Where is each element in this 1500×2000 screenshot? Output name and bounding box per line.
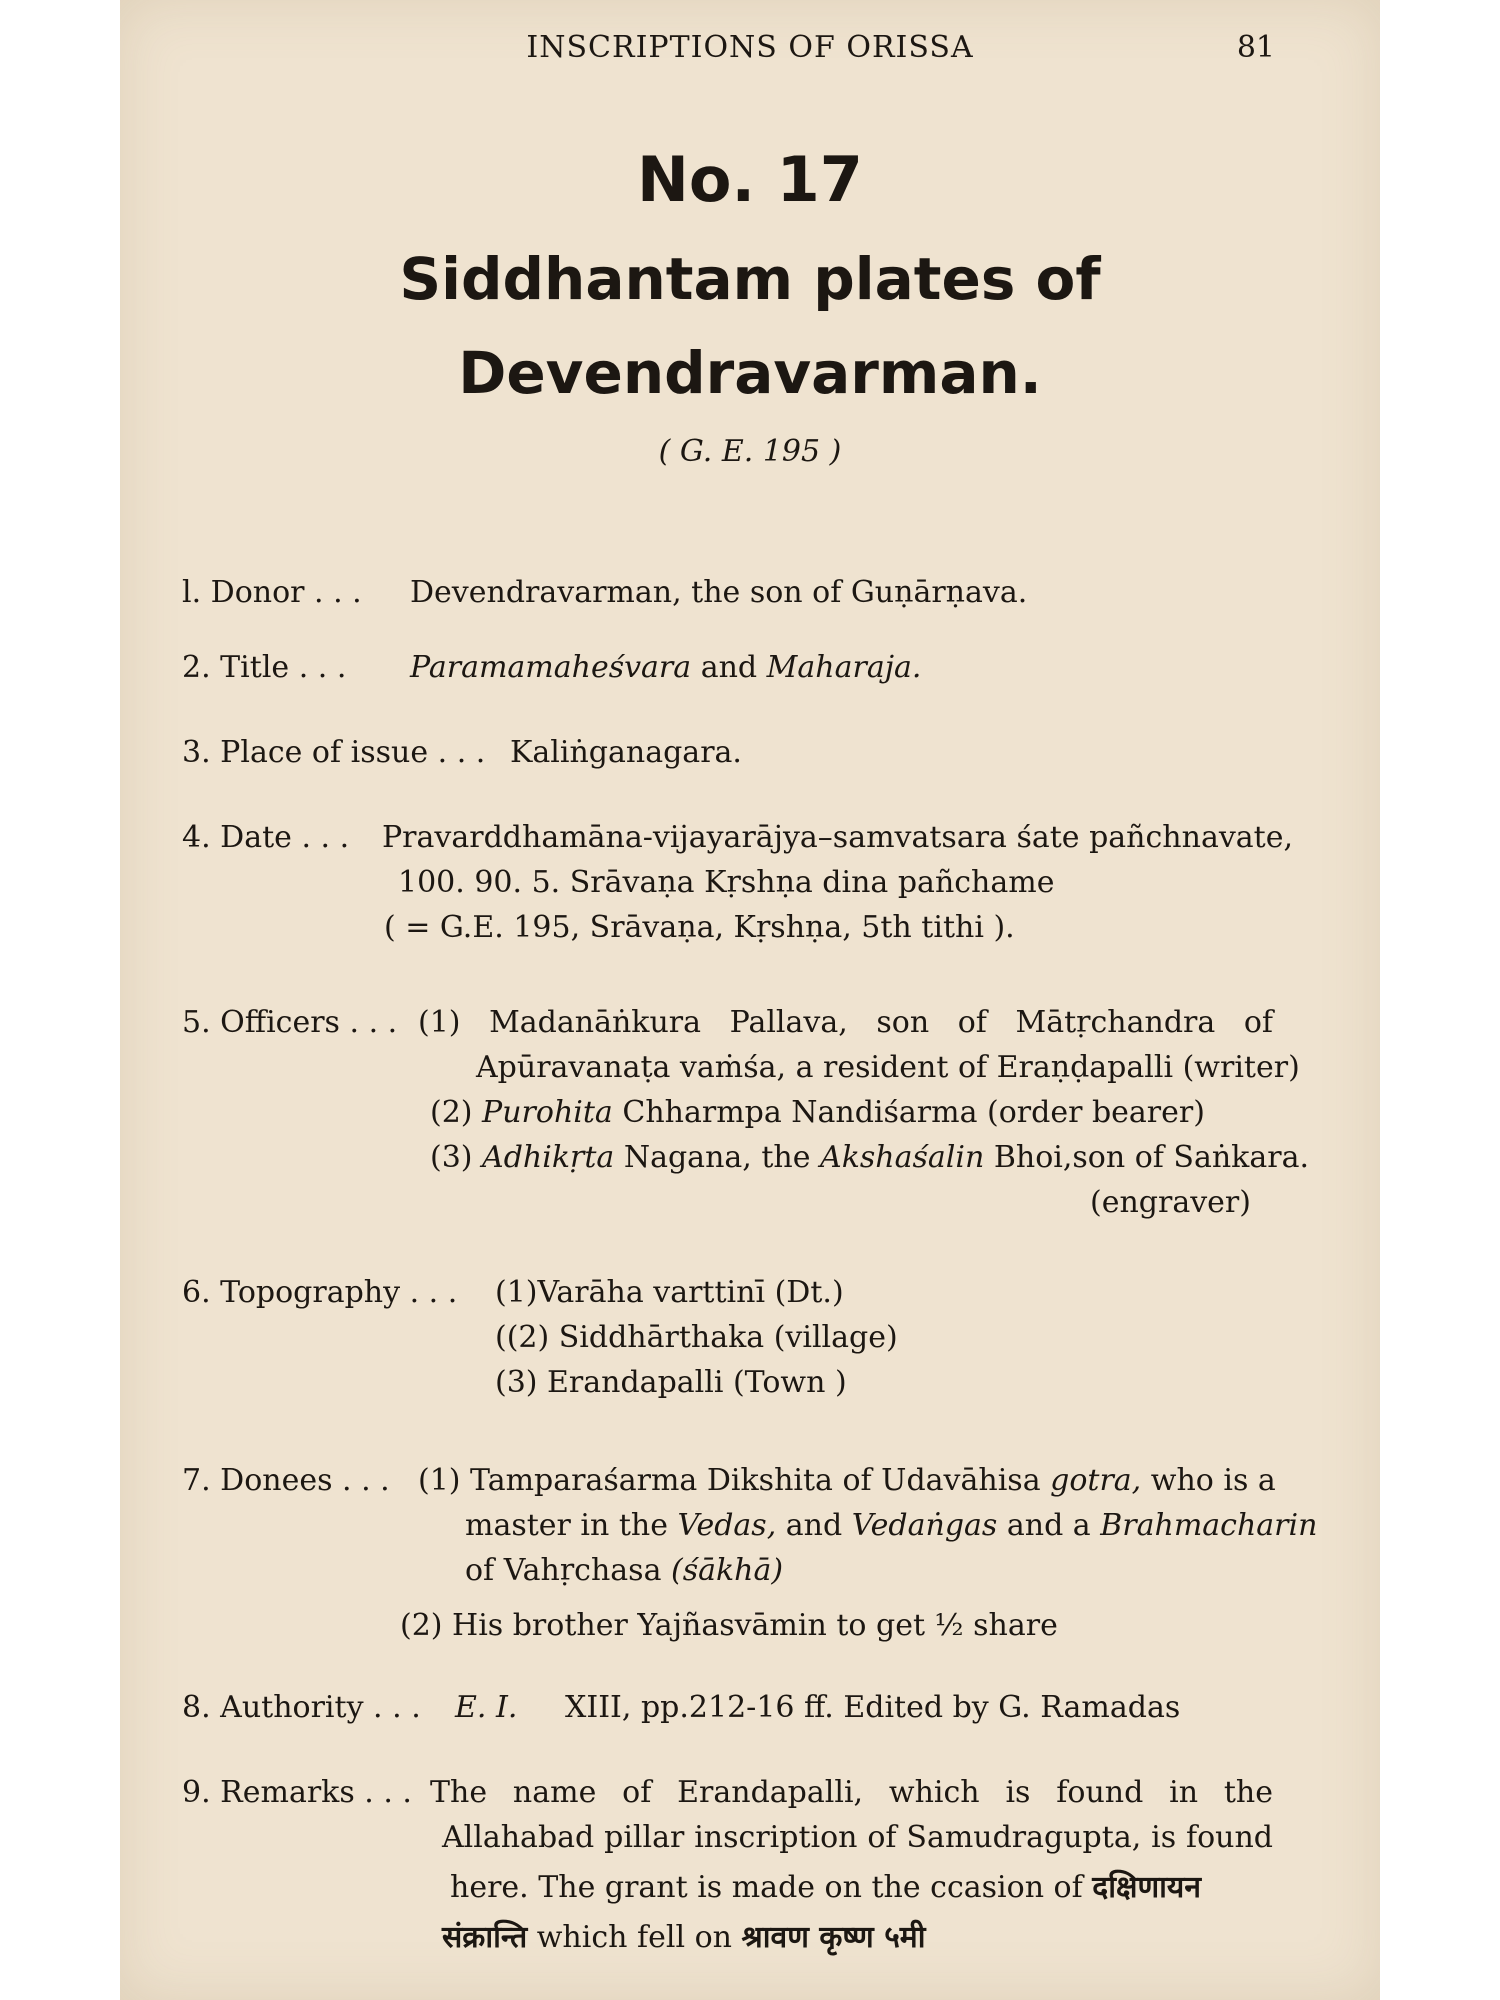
authority-source: E. I. <box>455 1690 518 1725</box>
title-rank: Maharaja. <box>766 650 922 685</box>
donee-1-line2-c: and a <box>1006 1508 1091 1543</box>
donee-1-line2 <box>465 1508 1318 1543</box>
era-date: ( G. E. 195 ) <box>658 434 842 469</box>
donee-1-line2-b: and <box>785 1508 843 1543</box>
donee-1-vedas: Vedas, <box>677 1508 777 1543</box>
authority-text: XIII, pp.212-16 ff. Edited by G. Ramadas <box>565 1690 1181 1725</box>
donee-1-line3 <box>465 1553 783 1588</box>
officer-2-title: Purohita <box>482 1095 613 1130</box>
authority-label: 8. Authority . . . <box>182 1690 421 1725</box>
officer-3-office: Akshaśalin <box>820 1140 985 1175</box>
page-number: 81 <box>1236 30 1275 65</box>
place-label: 3. Place of issue . . . <box>182 735 486 770</box>
date-line2: 100. 90. 5. Srāvaṇa Kṛshṇa dina pañchame <box>398 865 1055 900</box>
donee-1-brahmacharin: Brahmacharin <box>1100 1508 1318 1543</box>
place-text: Kaliṅganagara. <box>510 735 742 770</box>
donee-2: (2) His brother Yajñasvāmin to get ½ share <box>400 1608 1058 1643</box>
remarks-devanagari-1: दक्षिणायन <box>1092 1870 1201 1905</box>
title-label: 2. Title . . . <box>182 650 347 685</box>
officers-label: 5. Officers . . . <box>182 1005 398 1040</box>
title-epithet: Paramamaheśvara <box>410 650 692 685</box>
officer-3-num: (3) <box>430 1140 473 1175</box>
remarks-line2: Allahabad pillar inscription of Samudragupta, is found <box>442 1820 1273 1855</box>
remarks-line3-a: here. The grant is made on the ccasion of <box>450 1870 1083 1905</box>
donor-label: l. Donor . . . <box>182 575 362 610</box>
officer-3 <box>430 1140 1309 1175</box>
donor-text: Devendravarman, the son of Guṇārṇava. <box>410 575 1028 610</box>
donee-1-gotra: gotra, <box>1050 1463 1142 1498</box>
donee-1-line3-a: of Vahṛchasa <box>465 1553 662 1588</box>
topography-label: 6. Topography . . . <box>182 1275 458 1310</box>
title-and: and <box>700 650 758 685</box>
running-head: INSCRIPTIONS OF ORISSA <box>526 30 974 65</box>
date-line1: Pravarddhamāna-vijayarājya–samvatsara śate pañchnavate, <box>382 820 1294 855</box>
remarks-devanagari-2: संक्रान्ति <box>442 1920 528 1955</box>
officer-3-role: (engraver) <box>1090 1185 1251 1220</box>
date-line3: ( = G.E. 195, Srāvaṇa, Kṛshṇa, 5th tithi ). <box>384 910 1015 945</box>
entry-title-line2: Devendravarman. <box>458 339 1042 407</box>
officer-3-title: Adhikṛta <box>482 1140 615 1175</box>
topography-1: (1)Varāha varttinī (Dt.) <box>495 1275 844 1310</box>
topography-2: ((2) Siddhārthaka (village) <box>495 1320 898 1355</box>
donee-1-line1-a: (1) Tamparaśarma Dikshita of Udavāhisa <box>418 1463 1041 1498</box>
topography-3: (3) Erandapalli (Town ) <box>495 1365 847 1400</box>
donee-1-line2-a: master in the <box>465 1508 668 1543</box>
remarks-line4-mid: which fell on <box>536 1920 732 1955</box>
officer-1-line1: (1) Madanāṅkura Pallava, son of Mātṛchandra of <box>418 1005 1273 1040</box>
remarks-devanagari-3: श्रावण कृष्ण ५मी <box>741 1920 926 1955</box>
donee-1-line1 <box>418 1463 1276 1498</box>
page-header <box>120 30 1380 70</box>
donees-label: 7. Donees . . . <box>182 1463 390 1498</box>
officer-3-text: Bhoi,son of Saṅkara. <box>993 1140 1309 1175</box>
donee-1-vedangas: Vedaṅgas <box>851 1508 998 1543</box>
entry-title-line1: Siddhantam plates of <box>399 245 1101 313</box>
donee-1-sakha: (śākhā) <box>671 1553 784 1588</box>
date-label: 4. Date . . . <box>182 820 350 855</box>
officer-3-mid: Nagana, the <box>623 1140 811 1175</box>
title-text <box>410 650 921 685</box>
remarks-line3 <box>450 1865 1201 1906</box>
officer-2-text: Chharmpa Nandiśarma (order bearer) <box>622 1095 1205 1130</box>
officer-2 <box>430 1095 1205 1130</box>
entry-number: No. 17 <box>637 143 863 216</box>
entry-title <box>120 232 1380 420</box>
remarks-line4 <box>442 1915 926 1956</box>
title-block <box>120 140 1380 469</box>
officer-1-line2: Apūravanaṭa vaṁśa, a resident of Eraṇḍapalli (writer) <box>476 1050 1300 1085</box>
donee-1-line1-b: who is a <box>1150 1463 1276 1498</box>
remarks-label: 9. Remarks . . . <box>182 1775 412 1810</box>
officer-2-num: (2) <box>430 1095 473 1130</box>
remarks-line1: The name of Erandapalli, which is found in the <box>430 1775 1273 1810</box>
document-page <box>120 0 1380 2000</box>
